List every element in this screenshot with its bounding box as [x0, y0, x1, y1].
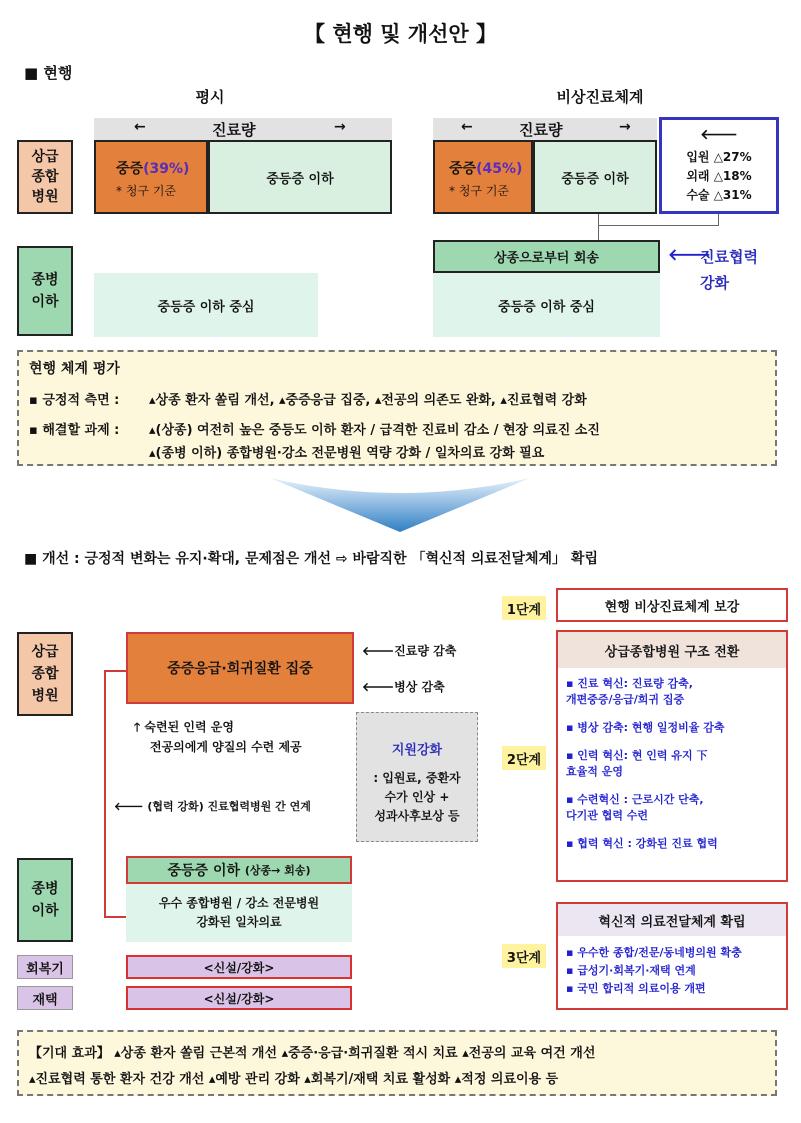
- home-new-box: <신설/강화>: [126, 986, 352, 1010]
- stage1-badge: 1단계: [502, 596, 546, 620]
- transition-arrow-icon: [270, 478, 530, 534]
- emergency-title: 비상진료체계: [556, 87, 644, 106]
- stage3-item: ▪ 급성기·회복기·재택 연계: [566, 964, 696, 977]
- evaluation-box: [17, 350, 777, 466]
- stage3-title: 혁신적 의료전달체계 확립: [558, 904, 786, 936]
- stage3-badge: 3단계: [502, 944, 546, 968]
- issue-label: ▪ 해결할 과제 :: [29, 423, 120, 438]
- rehab-new-box: <신설/강화>: [126, 955, 352, 979]
- arrow-right-icon: →: [334, 119, 346, 135]
- current-heading: ■ 현행: [24, 64, 73, 82]
- volume-label: 진료량: [519, 121, 563, 139]
- stage3-list: [566, 944, 780, 998]
- rehab-label: 회복기: [17, 955, 73, 979]
- arrow-left-icon: ←: [134, 119, 146, 135]
- volume-bar-emergency: [433, 118, 657, 140]
- stage3-item: ▪ 우수한 종합/전문/동네병의원 확충: [566, 946, 742, 959]
- tier1-label: 상급 종합 병원: [17, 140, 73, 214]
- support-text: : 입원료, 중환자 수가 인상 + 성과사후보상 등: [373, 771, 461, 823]
- peacetime-title: 평시: [195, 87, 225, 106]
- surgery-reduction: 수술 △31%: [686, 188, 752, 202]
- connector-line: [104, 916, 126, 918]
- skilled-workforce-line2: 전공의에게 양질의 수련 제공: [150, 740, 302, 754]
- connector-line: [598, 214, 599, 240]
- stage2-item: ▪ 수련혁신 : 근로시간 단축, 다기관 협력 수련: [566, 793, 704, 822]
- stage2-list: [566, 676, 780, 852]
- issue-line2: ▴(종병 이하) 종합병원·강소 전문병원 역량 강화 / 일차의료 강화 필요: [149, 446, 545, 461]
- connector-line: [598, 225, 718, 226]
- mild-box-emergency: 중등증 이하: [533, 140, 657, 214]
- stage3-box: [556, 902, 788, 1010]
- stage2-box: [556, 630, 788, 882]
- stage2-item: ▪ 인력 혁신: 현 인력 유지 下 효율적 운영: [566, 749, 708, 778]
- expected-effects-box: [17, 1030, 777, 1096]
- skilled-workforce-line1: 🡑 숙련된 인력 운영: [134, 720, 234, 734]
- reduction-box: [659, 117, 779, 214]
- reduction-arrow-icon: 🡐: [700, 127, 738, 143]
- outpatient-reduction: 외래 △18%: [686, 169, 752, 183]
- stage2-item: ▪ 협력 혁신 : 강화된 진료 협력: [566, 837, 718, 850]
- severe-label: 중증: [116, 161, 144, 177]
- inpatient-reduction: 입원 △27%: [686, 150, 752, 164]
- arrow-right-icon: →: [619, 119, 631, 135]
- severe-focus-box: 중증응급·희귀질환 집중: [126, 632, 354, 704]
- severe-label: 중증: [449, 161, 477, 177]
- connector-line: [104, 670, 106, 918]
- issue-line1: ▴(상종) 여전히 높은 중등도 이하 환자 / 급격한 진료비 감소 / 현장 의료진 소진: [149, 423, 600, 438]
- evaluation-title: 현행 체계 평가: [29, 361, 120, 377]
- return-from-tertiary-box: 상종으로부터 회송: [433, 240, 660, 273]
- tier2-label: 종병 이하: [17, 858, 73, 942]
- severe-pct: (45%): [476, 161, 523, 177]
- bed-reduce-note: 🡐병상 감축: [362, 680, 445, 694]
- improvement-heading: ■ 개선 : 긍정적 변화는 유지·확대, 문제점은 개선 ⇨ 바람직한 「혁신적 의료전달체계」 확립: [24, 551, 598, 567]
- positive-label: ▪ 긍정적 측면 :: [29, 393, 120, 408]
- severe-box-peacetime: [94, 140, 208, 214]
- stage2-badge: 2단계: [502, 746, 546, 770]
- connector-line: [718, 214, 719, 226]
- mild-return-box: [126, 856, 352, 884]
- volume-bar-peacetime: [94, 118, 392, 140]
- tier1-label: 상급 종합 병원: [17, 632, 73, 716]
- mild-return-label: 중등증 이하: [167, 863, 240, 879]
- coop-strengthen-label: 진료협력 강화: [700, 248, 758, 292]
- stage2-item: ▪ 진료 혁신: 진료량 감축, 개편중증/응급/희귀 집중: [566, 677, 693, 706]
- tier2-label: 종병 이하: [17, 246, 73, 336]
- stage2-title: 상급종합병원 구조 전환: [558, 632, 786, 668]
- expected-line1: 【기대 효과】 ▴상종 환자 쏠림 근본적 개선 ▴중증·응급·희귀질환 적시 치료 ▴전공의 교육 여건 개선: [29, 1046, 596, 1061]
- stage1-box: 현행 비상진료체계 보강: [556, 588, 788, 622]
- mild-box-peacetime: 중등증 이하: [208, 140, 392, 214]
- mild-return-sub: (상종→ 회송): [244, 864, 311, 877]
- expected-line2: ▴진료협력 통한 환자 건강 개선 ▴예방 관리 강화 ▴회복기/재택 치료 활성화 ▴적정 의료이용 등: [29, 1072, 559, 1087]
- claim-basis-note: * 청구 기준: [116, 184, 176, 198]
- coop-link-note: 🡐 (협력 강화) 진료협력병원 간 연계: [114, 800, 311, 813]
- support-title: 지원강화: [391, 743, 443, 758]
- positive-text: ▴상종 환자 쏠림 개선, ▴중증응급 집중, ▴전공의 의존도 완화, ▴진료협력 강화: [149, 393, 587, 408]
- mild-desc-box: 우수 종합병원 / 강소 전문병원 강화된 일차의료: [126, 884, 352, 942]
- volume-label: 진료량: [212, 121, 256, 139]
- stage2-item: ▪ 병상 감축: 현행 일정비율 감축: [566, 721, 725, 734]
- support-box: [356, 712, 478, 842]
- page-title: 【 현행 및 개선안 】: [304, 22, 497, 46]
- mild-center-peacetime: 중등증 이하 중심: [94, 273, 318, 337]
- mild-center-emergency: 중등증 이하 중심: [433, 273, 660, 337]
- claim-basis-note: * 청구 기준: [449, 184, 509, 198]
- volume-reduce-note: 🡐진료량 감축: [362, 644, 457, 658]
- connector-line: [104, 670, 126, 672]
- coop-arrow-icon: 🡐: [668, 245, 711, 264]
- severe-box-emergency: [433, 140, 533, 214]
- home-care-label: 재택: [17, 986, 73, 1010]
- stage3-item: ▪ 국민 합리적 의료이용 개편: [566, 982, 706, 995]
- severe-pct: (39%): [143, 161, 190, 177]
- arrow-left-icon: ←: [461, 119, 473, 135]
